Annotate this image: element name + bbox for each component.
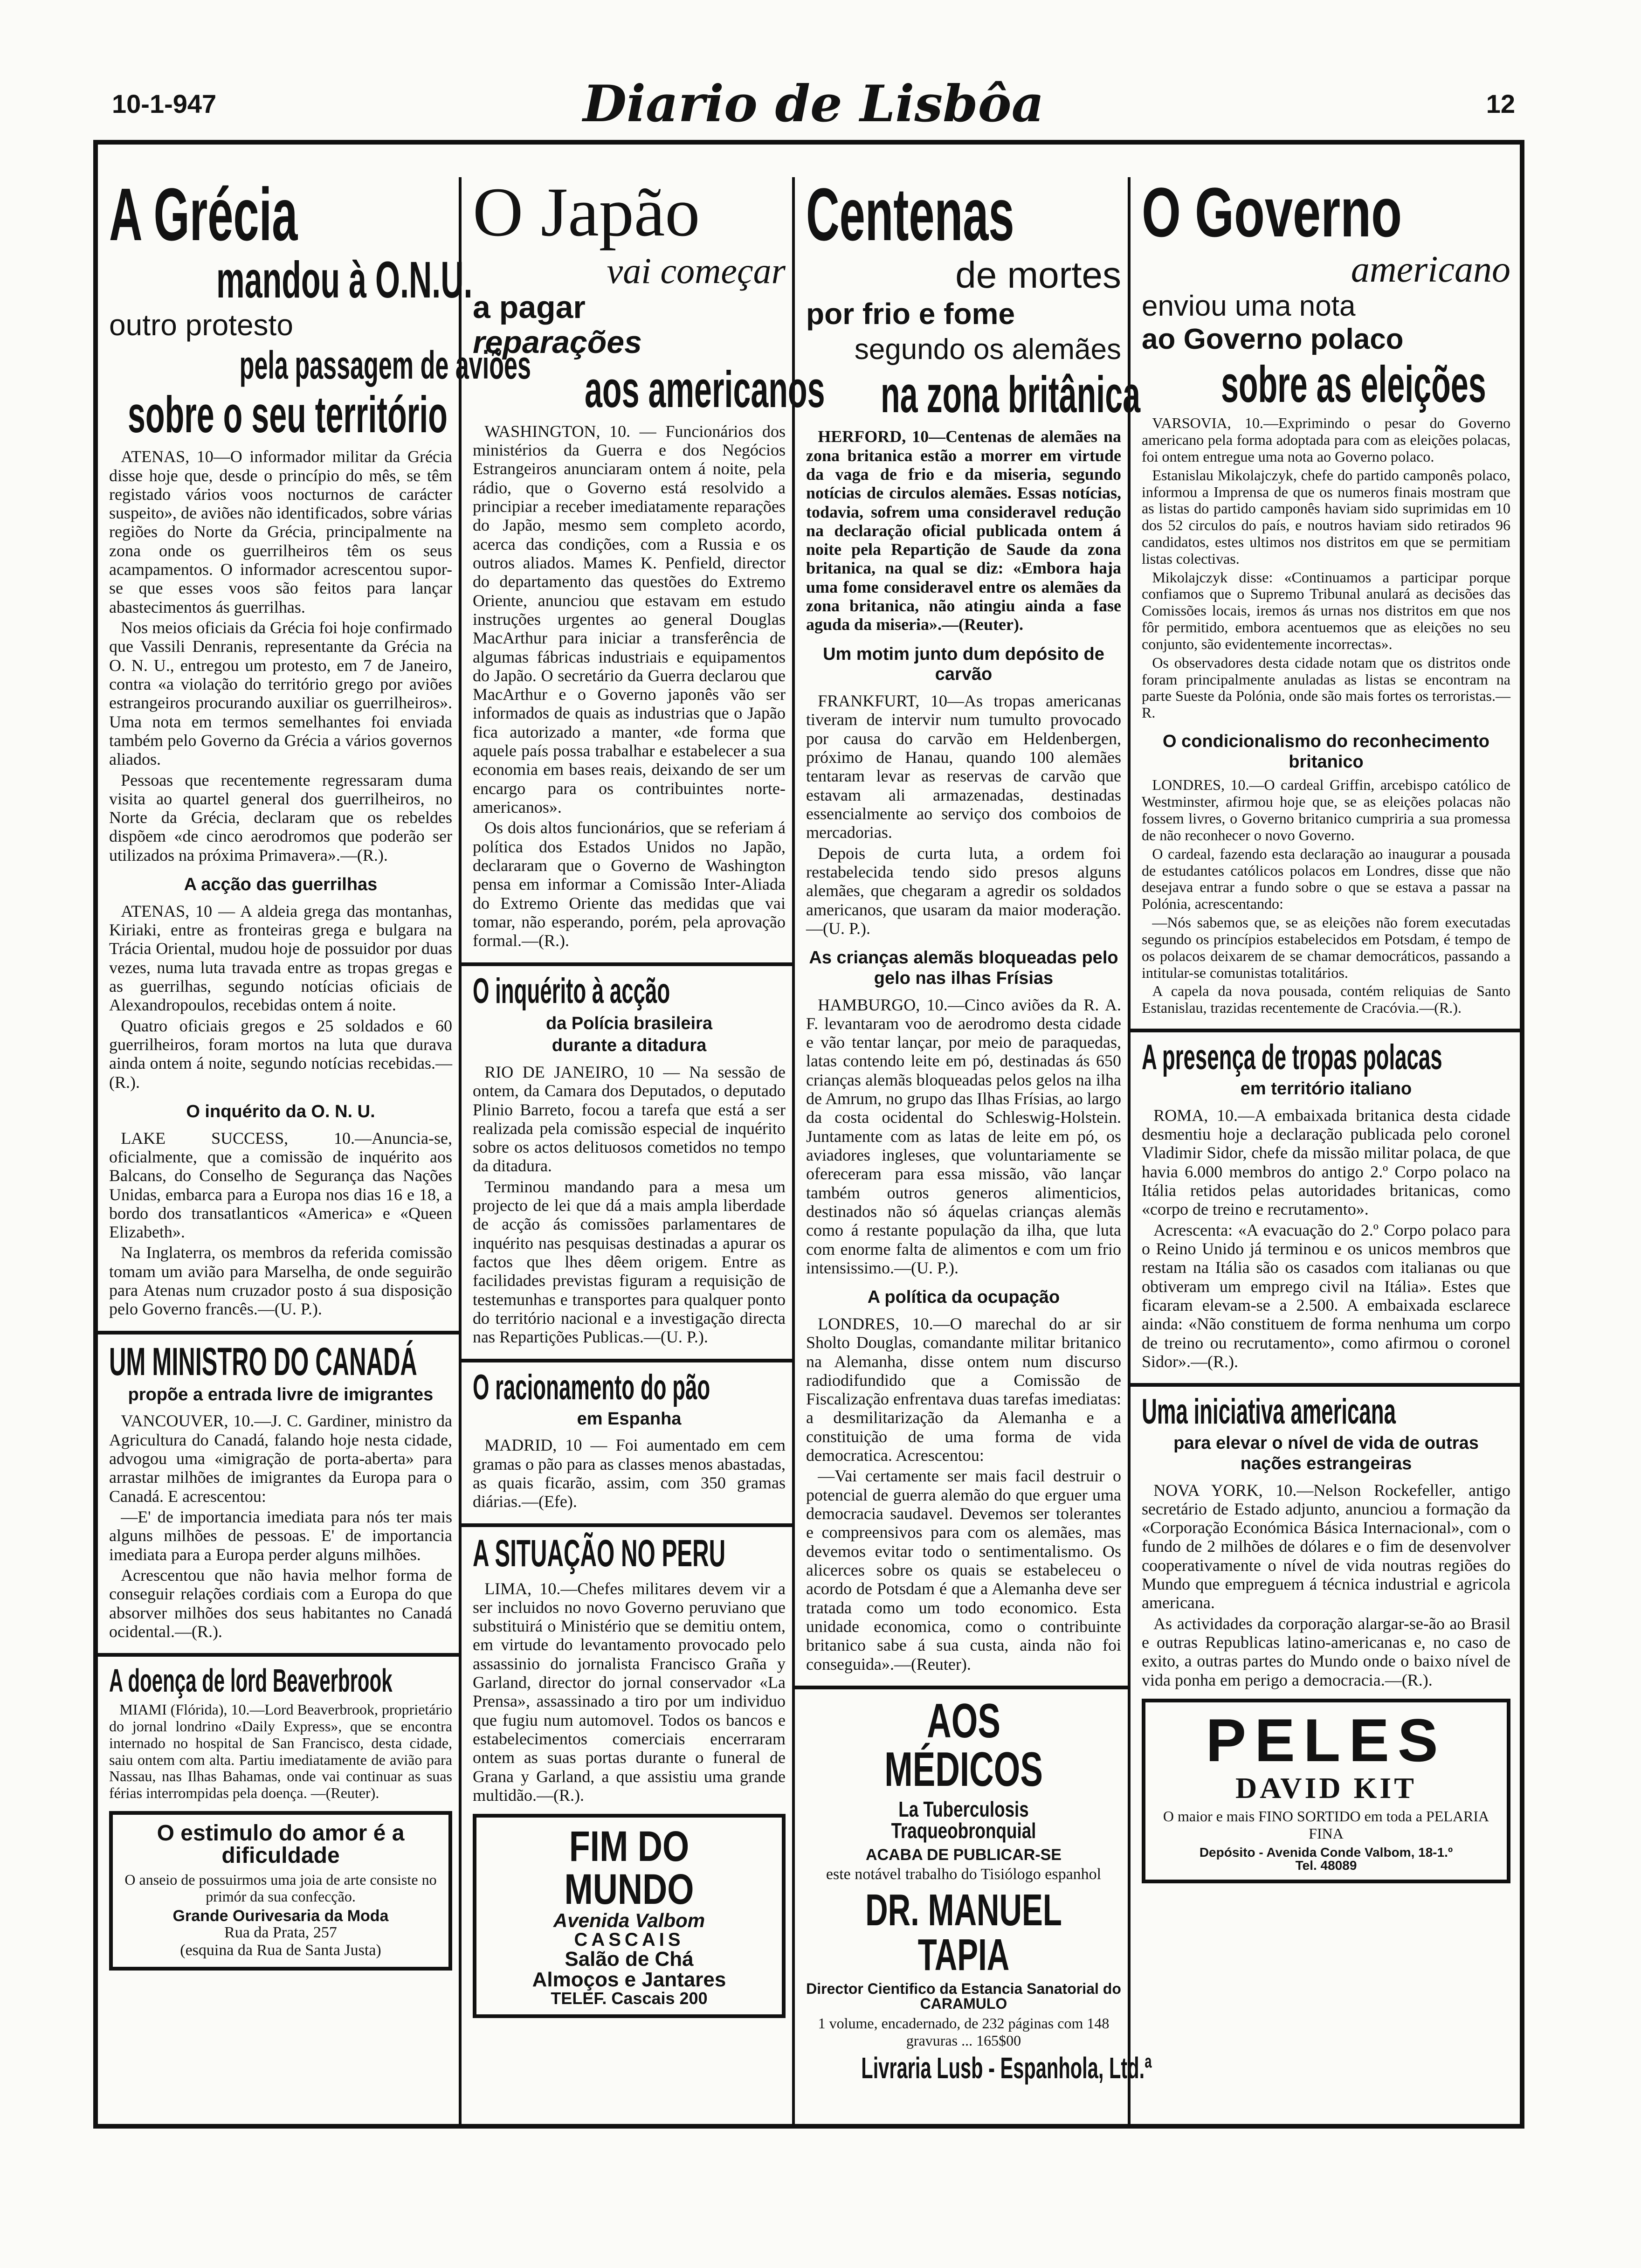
article-body: [1142, 1481, 1510, 1689]
section-title: A SITUAÇÃO NO PERU: [473, 1532, 726, 1575]
paragraph: RIO DE JANEIRO, 10 — Na sessão de ontem, da Camara dos Deputados, o deputado Plinio Barreto, focou a tarefa que está a ser realizada pela comissão especial de inquérito sobre os actos delituosos cometidos no tempo da ditadura.: [473, 1062, 786, 1175]
headline: Centenas: [806, 173, 1014, 256]
paragraph: Estanislau Mikolajczyk, chefe do partido camponês polaco, informou a Imprensa de que os numeros finais mostram que as listas do partido camponês haviam sido suprimidas em 10 dos 52 circulos do país, e noutros haviam sido retirados 96 candidatos, estes ultimos nos distritos em que se permitiam listas colectivas.: [1142, 466, 1510, 567]
article-lead: [806, 427, 1121, 634]
headline-line: aos americanos: [585, 360, 825, 418]
subheading: O condicionalismo do reconhecimento britanico: [1163, 732, 1489, 772]
section-title: O racionamento do pão: [473, 1367, 710, 1407]
ad-line: O maior e mais FINO SORTIDO em toda a PELARIA FINA: [1163, 1807, 1489, 1842]
ad-line: TELEF. Cascais 200: [551, 1989, 708, 2008]
ad-line: Salão de Chá: [565, 1948, 694, 1971]
ad-title: AOS MÉDICOS: [884, 1694, 1043, 1797]
article-body: [1142, 415, 1510, 721]
paragraph: VARSOVIA, 10.—Exprimindo o pesar do Governo americano pela forma adoptada para com as eleições polacas, foi ontem entregue uma nota ao Governo polaco.: [1142, 415, 1510, 465]
ad-line: ACABA DE PUBLICAR-SE: [866, 1846, 1062, 1864]
ad-author: DR. MANUEL TAPIA: [865, 1885, 1062, 1980]
section-divider: [462, 1523, 795, 1527]
paragraph: A capela da nova pousada, contém reliquias de Santo Estanislau, trazidas recentemente de Cracóvia.—(R.).: [1142, 982, 1510, 1016]
headline-line: na zona britânica: [881, 366, 1141, 424]
paragraph: Depois de curta luta, a ordem foi restabelecida tendo sido presos alguns alemães, que chegaram a agredir os soldados americanos, que usaram da maior moderação.—(U. P.).: [806, 844, 1121, 938]
paragraph: Quatro oficiais gregos e 25 soldados e 60 guerrilheiros, foram mortos na luta que durava ainda ontem á noite, segundo notícias recebidas.— (R.).: [109, 1016, 452, 1092]
section-divider: [1131, 1029, 1520, 1032]
article-body: [109, 1411, 452, 1641]
ad-title: FIM DO MUNDO: [564, 1823, 694, 1914]
paragraph: —Vai certamente ser mais facil destruir o potencial de guerra alemão do que erguer uma democracia saudavel. Devemos ser tolerantes e compreensivos para com os alemães, mas devemos evitar todo o sentimentalismo. Os alicerces sobre os quais se estabeleceu o acordo de Potsdam é que a Alemanha deve ser tratada como um todo economico. Esta unidade economica, como o contribuinte britanico sabe á sua custa, ainda não foi conseguida».—(Reuter).: [806, 1466, 1121, 1673]
headline-line: sobre o seu território: [128, 386, 448, 444]
paragraph: MIAMI (Flórida), 10.—Lord Beaverbrook, proprietário do jornal londrino «Daily Express», que se encontra internado no hospital de San Francisco, desta cidade, saiu ontem com alta. Partiu imediatamente de avião para Nassau, nas Ilhas Bahamas, onde vai continuar as suas férias interrompidas pela doença. —(Reuter).: [109, 1701, 452, 1802]
paragraph: LONDRES, 10.—O marechal do ar sir Sholto Douglas, comandante militar britanico na Alemanha, disse ontem num discurso radiodifundido que a Comissão de Fiscalização enfrentava duas tarefas imediatas: a desmilitarização da Alemanha e a constituição de uma forma de vida democratica. Acrescentou:: [806, 1314, 1121, 1465]
article-body: [1142, 777, 1510, 1016]
headline-line: a pagar: [473, 290, 586, 325]
paragraph: Os observadores desta cidade notam que os distritos onde foram principalmente anuladas as listas se encontram na parte Sueste da Polónia, onde são mais fortes os terroristas.—R.: [1142, 654, 1510, 721]
headline-line: outro protesto: [109, 308, 293, 342]
ad-line: CASCAIS: [574, 1929, 684, 1950]
section-divider: [795, 1686, 1131, 1689]
column-japan: [462, 145, 825, 2124]
paragraph: LONDRES, 10.—O cardeal Griffin, arcebispo católico de Westminster, afirmou hoje que, se as eleições polacas não fossem livres, o Governo britanico cumpriria a sua promessa de não reconhecer o novo Governo.: [1142, 776, 1510, 844]
section-divider: [98, 1331, 462, 1335]
paragraph: LIMA, 10.—Chefes militares devem vir a ser incluidos no novo Governo peruviano que substituirá o Ministério que se demitiu ontem, em virtude do levantamento provocado pelo assassinio do jornalista Francisco Graña y Garland, director do jornal conservador «La Prensa», assassinado a tiro por um individuo que fugiu num automovel. Todos os bancos e estabelecimentos comerciais encerraram ontem as suas portas durante o funeral de Grana y Garland, a que assistiu uma grande multidão.—(R.).: [473, 1579, 786, 1805]
paragraph: Terminou mandando para a mesa um projecto de lei que dá a mais ampla liberdade de acção ás comissões parlamentares de inquérito nas pesquisas destinadas a apurar os factos que lhes dêem origem. Entre as facilidades previstas figuram a requisição de testemunhas e transportes para qualquer ponto do território nacional e a investigação directa nas Repartições Publicas.—(U. P.).: [473, 1177, 786, 1347]
subheading: da Polícia brasileira: [546, 1013, 712, 1033]
section-title: A doença de lord Beaverbrook: [109, 1662, 393, 1699]
column-poland: [1131, 145, 1520, 2124]
subheading: A política da ocupação: [867, 1287, 1060, 1307]
ad-line: Almoços e Jantares: [532, 1968, 726, 1991]
advertisement-furs: [1142, 1699, 1510, 1883]
paragraph: VANCOUVER, 10.—J. C. Gardiner, ministro da Agricultura do Canadá, falando hoje nesta cidade, advogou uma «imigração de porta-aberta» para arrastar milhões de imigrantes da Europa para o Canadá. E acrescentou:: [109, 1411, 452, 1506]
article-body: [109, 1129, 452, 1319]
ad-line: Tel. 48089: [1295, 1858, 1357, 1873]
ad-line: este notável trabalho do Tisiólogo espanhol: [826, 1865, 1102, 1883]
subheading: As crianças alemãs bloqueadas pelo gelo nas ilhas Frísias: [809, 948, 1118, 988]
paragraph: O cardeal, fazendo esta declaração ao inaugurar a pousada de estudantes católicos polacos em Londres, disse que não desejava entrar a fundo sobre o que se estava a passar na Polónia, acrescentando:: [1142, 845, 1510, 913]
headline-line: por frio e fome: [806, 297, 1015, 331]
paragraph: As actividades da corporação alargar-se-ão ao Brasil e outras Republicas latino-americanas e, no caso de exito, a outras partes do Mundo onde o baixo nível de vida ponha em perigo a democracia.—(R.).: [1142, 1614, 1510, 1689]
headline-line: vai começar: [607, 250, 786, 291]
subheading: Um motim junto dum depósito de carvão: [823, 644, 1104, 685]
article-body: [806, 996, 1121, 1278]
paragraph: FRANKFURT, 10—As tropas americanas tiveram de intervir num tumulto provocado por causa do carvão em Heldenbergen, próximo de Hanau, quando 100 alemães tentaram levar as reservas de carvão que estavam ali armazenadas, destinadas essencialmente ao serviço dos comboios de mercadorias.: [806, 691, 1121, 842]
ad-line: Depósito - Avenida Conde Valbom, 18-1.º: [1199, 1845, 1453, 1860]
headline-line: reparações: [473, 325, 642, 360]
subheading: em território italiano: [1240, 1079, 1412, 1099]
article-body: [806, 1314, 1121, 1673]
ad-address: (esquina da Rua de Santa Justa): [180, 1941, 381, 1959]
subheading: em Espanha: [577, 1409, 682, 1429]
section-divider: [1131, 1383, 1520, 1387]
paragraph: HAMBURGO, 10.—Cinco aviões da R. A. F. levantaram voo de aerodromo desta cidade e vão tentar lançar, por meio de paraquedas, latas contendo leite em pó, destinadas ás 650 crianças alemãs bloqueadas pelos gelos na ilha de Amrum, no grupo das Ilhas Frísias, ao largo da costa ocidental do Schleswig-Holstein. Juntamente com as latas de leite em pó, os aviadores ingleses, que voluntariamente se ofereceram para essa missão, vão lançar também outros generos alimenticios, destinados não só áquelas crianças alemãs como á restante população da ilha, que luta com enorme falta de alimentos e com um frio intensissimo.—(U. P.).: [806, 995, 1121, 1277]
article-body: [1142, 1106, 1510, 1371]
headline-line: segundo os alemães: [854, 333, 1121, 366]
section-divider: [462, 1359, 795, 1362]
subheading: durante a ditadura: [552, 1036, 707, 1056]
ad-line: Avenida Valbom: [553, 1909, 705, 1932]
paragraph: MADRID, 10 — Foi aumentado em cem gramas o pão para as classes menos abastadas, as quais ficarão, assim, com 350 gramas diárias.—(Efe).: [473, 1436, 786, 1511]
paragraph: Nos meios oficiais da Grécia foi hoje confirmado que Vassili Denranis, representante da Grécia na O. N. U., entregou um protesto, em 7 de Janeiro, contra «a violação do território grego por aviões estrangeiros procurando auxiliar os guerrilheiros». Uma nota em termos semelhantes foi enviada também pelo Governo da Grécia a vários governos aliados.: [109, 618, 452, 769]
headline-line: de mortes: [955, 254, 1121, 296]
paragraph: HERFORD, 10—Centenas de alemães na zona britanica estão a morrer em virtude da vaga de frio e da miseria, segundo notícias de circulos alemães. Essas notícias, todavia, sofrem uma consideravel redução na declaração oficial publicada ontem á noite pela Repartição de Saude da zona britanica, na qual se diz: «Embora haja uma fome consideravel entre os alemães da zona britanica, não atingiu ainda a fase aguda da miseria».—(Reuter).: [806, 427, 1121, 634]
headline-line: ao Governo polaco: [1142, 323, 1404, 356]
article-body: [473, 1436, 786, 1511]
ad-line: 1 volume, encadernado, de 232 páginas com 148 gravuras ... 165$00: [818, 2014, 1110, 2049]
headline: O Governo: [1142, 173, 1402, 251]
newspaper-title: Diario de Lisbôa: [583, 75, 1044, 133]
page-frame: [93, 140, 1524, 2129]
ad-text: O anseio de possuirmos uma joia de arte consiste no primór da sua confecção.: [124, 1871, 437, 1905]
ad-title: PELES: [1206, 1706, 1447, 1774]
subheading: para elevar o nível de vida de outras nações estrangeiras: [1173, 1433, 1479, 1473]
ad-shop: Grande Ourivesaria da Moda: [172, 1907, 389, 1925]
paragraph: Na Inglaterra, os membros da referida comissão tomam um avião para Marselha, de onde seguirão para Atenas num cruzador posto á sua disposição pelo Governo francês.—(U. P.).: [109, 1243, 452, 1319]
section-title: UM MINISTRO DO CANADÁ: [109, 1339, 417, 1383]
headline-line: pela passagem de aviões: [239, 343, 531, 387]
page-number: 12: [1486, 89, 1515, 118]
paragraph: ATENAS, 10—O informador militar da Grécia disse hoje que, desde o princípio do mês, se têm registado vários voos nocturnos de carácter suspeito», de aviões não identificados, sobre várias regiões do Norte da Grécia, principalmente na zona onde os guerrilheiros têm os seus acampamentos. O informador acrescentou supor-se que esses voos são feitos para lançar abastecimentos ás guerrilhas.: [109, 447, 452, 616]
column-germany: [795, 145, 1152, 2124]
paragraph: Acrescentou que não havia melhor forma de conseguir relações cordiais com a Europa do que absorver milhões dos seus habitantes no Canadá ocidental.—(R.).: [109, 1565, 452, 1641]
advertisement-jewelry: [109, 1811, 452, 1971]
paragraph: Os dois altos funcionários, que se referiam á política dos Estados Unidos no Japão, declararam que o Governo de Washington pensa em informar a Comissão Inter-Aliada do Extremo Oriente das medidas que vai tomar, não esperando, porém, pela aprovação formal.—(R.).: [473, 818, 786, 950]
subheading: O inquérito da O. N. U.: [186, 1101, 375, 1121]
headline-line: mandou à O.N.U.: [216, 251, 473, 309]
advertisement-restaurant: [473, 1814, 786, 2018]
paragraph: ATENAS, 10 — A aldeia grega das montanhas, Kiriaki, entre as fronteiras grega e bulgara na Trácia Oriental, mudou hoje de possuidor por duas vezes, numa luta travada entre as tropas gregas e as guerrilhas, segundo notícias oficiais de Alexandropoulos, recebidas ontem á noite.: [109, 901, 452, 1015]
paragraph: Mikolajczyk disse: «Continuamos a participar porque confiamos que o Supremo Tribunal anulará as decisões das Comissões locais, iremos ás urnas nos distritos em que nos fôr permitido, embora acentuemos que as eleições no seu conjunto, são evidentemente incorrectas».: [1142, 568, 1510, 652]
article-body: [473, 1579, 786, 1805]
paragraph: ROMA, 10.—A embaixada britanica desta cidade desmentiu hoje a declaração publicada pelo coronel Vladimir Sidor, chefe da missão militar polaca, de que havia 6.000 membros do antigo 2.º Corpo polaco na Itália retidos pelas autoridades britanicas, como «corpo de treino e recrutamento».: [1142, 1106, 1510, 1219]
paragraph: —Nós sabemos que, se as eleições não forem executadas segundo os princípios estabelecidos em Potsdam, é tempo de os polacos deixarem de se chamar democráticos, passando a intitular-se comunistas totalitários.: [1142, 914, 1510, 981]
paragraph: —E' de importancia imediata para nós ter mais alguns milhões de pessoas. E' de importancia imediata para a Europa perder alguns milhões.: [109, 1507, 452, 1564]
ad-address: Rua da Prata, 257: [224, 1923, 337, 1941]
paragraph: WASHINGTON, 10. — Funcionários dos ministérios da Guerra e dos Negócios Estrangeiros anunciaram ontem á noite, pela rádio, que o Governo está resolvido a principiar a receber imediatamente reparações do Japão, mesmo sem completo acordo, acerca das condições, com a Russia e os outros aliados. Mames K. Penfield, director do departamento das questões do Extremo Oriente, anunciou que estavam em estudo instruções urgentes ao general Douglas MacArthur para iniciar a transferência de algumas fábricas industriais e equipamentos do Japão. O secretário da Guerra declarou que MacArthur e o Governo japonês vão ser informados de quais as industrias que o Japão fica autorizado a manter, «de forma que aquele país possa trabalhar e estabelecer a sua economia em bases reais, deixando de ser um encargo para os contribuintes norte-americanos».: [473, 422, 786, 817]
section-title: O inquérito à acção: [473, 971, 670, 1011]
ad-publisher: Livraria Lusb - Espanhola, Ltd.ª: [861, 2051, 1152, 2085]
masthead: [112, 70, 1515, 140]
article-body: [473, 1063, 786, 1347]
section-title: Uma iniciativa americana: [1142, 1392, 1396, 1432]
advertisement-book: [806, 1694, 1152, 2085]
subheading: A acção das guerrilhas: [184, 875, 378, 895]
article-body: [109, 447, 452, 864]
ad-name: DAVID KIT: [1235, 1771, 1417, 1805]
paragraph: LAKE SUCCESS, 10.—Anuncia-se, oficialmente, que a comissão de inquérito aos Balcans, do Conselho de Segurança das Nações Unidas, embarca para a Europa nos dias 16 e 18, a bordo dos transatlanticos «America» e «Queen Elizabeth».: [109, 1128, 452, 1242]
headline: O Japão: [473, 173, 700, 251]
article-body: [806, 691, 1121, 938]
paragraph: Pessoas que recentemente regressaram duma visita ao quartel general dos guerrilheiros, no Norte da Grécia, declaram que os rebeldes dispõem «de cinco aerodromos que poderão ser utilizados na próxima Primavera».—(R.).: [109, 770, 452, 864]
headline-line: americano: [1351, 249, 1510, 290]
subheading: propõe a entrada livre de imigrantes: [128, 1384, 434, 1404]
article-body: [109, 1701, 452, 1802]
headline: A Grécia: [109, 173, 298, 256]
ad-title: O estimulo do amor é a dificuldade: [157, 1821, 405, 1868]
section-divider: [98, 1653, 462, 1657]
paragraph: NOVA YORK, 10.—Nelson Rockefeller, antigo secretário de Estado adjunto, anunciou a formação da «Corporação Económica Básica Internacional», com o fundo de 2 milhões de dólares e o fim de desenvolver cooperativamente o nível de vida noutras regiões do Mundo que empreguem á técnica industrial e agricola americana.: [1142, 1480, 1510, 1612]
headline-line: enviou uma nota: [1142, 290, 1356, 322]
issue-date: 10-1-947: [112, 89, 217, 118]
section-divider: [462, 962, 795, 966]
paragraph: Acrescenta: «A evacuação do 2.º Corpo polaco para o Reino Unido já terminou e os unicos membros que restam na Itália são os casados com italianas ou que obtiveram um emprego civil na Itália». Estes que ficaram elevam-se a 2.500. A embaixada esclarece ainda: «Não constituem de forma nenhuma um corpo de treino ou recrutamento», como afirmou o coronel Sidor».—(R.).: [1142, 1220, 1510, 1371]
headline-line: sobre as eleições: [1221, 356, 1486, 414]
ad-line: Director Cientifico da Estancia Sanatorial do CARAMULO: [806, 1980, 1121, 2012]
section-title: A presença de tropas polacas: [1142, 1037, 1442, 1078]
ad-subtitle: La Tuberculosis Traqueobronquial: [891, 1797, 1036, 1843]
article-body: [109, 902, 452, 1092]
article-body: [473, 422, 786, 950]
